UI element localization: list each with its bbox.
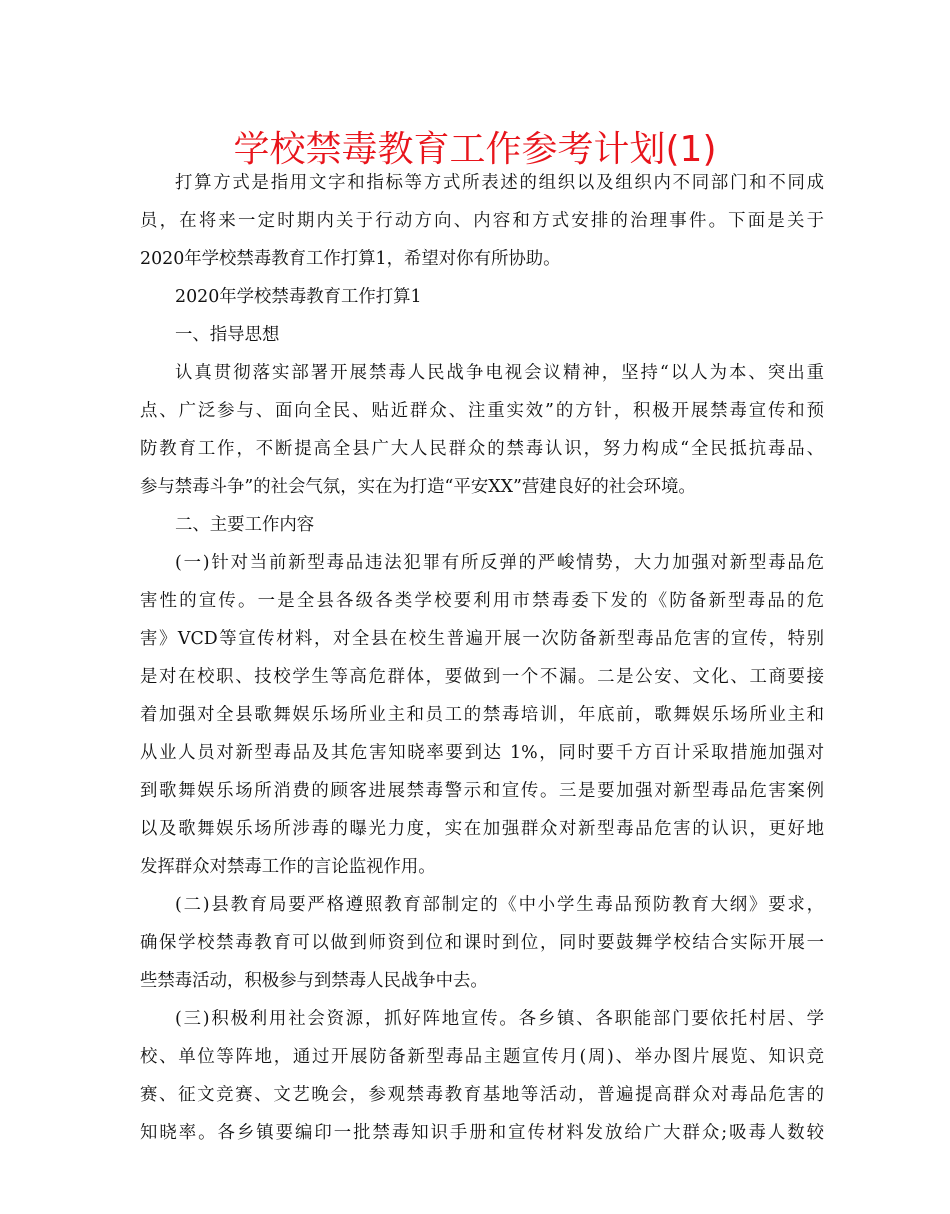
text-line: 害》VCD等宣传材料，对全县在校生普遍开展一次防备新型毒品危害的宣传，特别 (140, 629, 824, 649)
text-line: 到歌舞娱乐场所消费的顾客进展禁毒警示和宣传。三是要加强对新型毒品危害案例 (140, 781, 824, 801)
text-line: (一)针对当前新型毒品违法犯罪有所反弹的严峻情势，大力加强对新型毒品危 (175, 553, 824, 573)
text-line: 打算方式是指用文字和指标等方式所表述的组织以及组织内不同部门和不同成 (175, 173, 824, 193)
text-line: 认真贯彻落实部署开展禁毒人民战争电视会议精神，坚持“以人为本、突出重 (175, 363, 824, 383)
text-line: 发挥群众对禁毒工作的言论监视作用。 (140, 857, 436, 877)
text-line: 些禁毒活动，积极参与到禁毒人民战争中去。 (140, 971, 488, 991)
text-line: 员，在将来一定时期内关于行动方向、内容和方式安排的治理事件。下面是关于 (140, 211, 824, 231)
document-body (140, 164, 824, 1152)
document-title: 学校禁毒教育工作参考计划(1) (233, 129, 717, 170)
text-line: (三)积极利用社会资源，抓好阵地宣传。各乡镇、各职能部门要依托村居、学 (175, 1009, 824, 1029)
text-line: 以及歌舞娱乐场所涉毒的曝光力度，实在加强群众对新型毒品危害的认识，更好地 (140, 819, 824, 839)
text-line: 点、广泛参与、面向全民、贴近群众、注重实效”的方针，积极开展禁毒宣传和预 (140, 401, 824, 421)
text-line: 参与禁毒斗争”的社会气氛，实在为打造“平安XX”营建良好的社会环境。 (140, 477, 696, 497)
text-line: 赛、征文竞赛、文艺晚会，参观禁毒教育基地等活动，普遍提高群众对毒品危害的 (140, 1085, 824, 1105)
text-line: 防教育工作，不断提高全县广大人民群众的禁毒认识，努力构成“全民抵抗毒品、 (140, 439, 824, 459)
text-line: 一、指导思想 (175, 325, 280, 345)
text-line: 2020年学校禁毒教育工作打算1 (175, 287, 422, 307)
text-line: 校、单位等阵地，通过开展防备新型毒品主题宣传月(周)、举办图片展览、知识竞 (140, 1047, 824, 1067)
text-line: 从业人员对新型毒品及其危害知晓率要到达 1%，同时要千方百计采取措施加强对 (140, 743, 824, 763)
text-line: (二)县教育局要严格遵照教育部制定的《中小学生毒品预防教育大纲》要求， (175, 895, 824, 915)
text-line: 着加强对全县歌舞娱乐场所业主和员工的禁毒培训，年底前，歌舞娱乐场所业主和 (140, 705, 824, 725)
text-line: 二、主要工作内容 (175, 515, 315, 535)
text-line: 害性的宣传。一是全县各级各类学校要利用市禁毒委下发的《防备新型毒品的危 (140, 591, 824, 611)
text-line: 确保学校禁毒教育可以做到师资到位和课时到位，同时要鼓舞学校结合实际开展一 (140, 933, 824, 953)
text-line: 2020年学校禁毒教育工作打算1，希望对你有所协助。 (140, 249, 561, 269)
text-line: 知晓率。各乡镇要编印一批禁毒知识手册和宣传材料发放给广大群众;吸毒人数较 (140, 1123, 824, 1143)
text-line: 是对在校职、技校学生等高危群体，要做到一个不漏。二是公安、文化、工商要接 (140, 667, 824, 687)
